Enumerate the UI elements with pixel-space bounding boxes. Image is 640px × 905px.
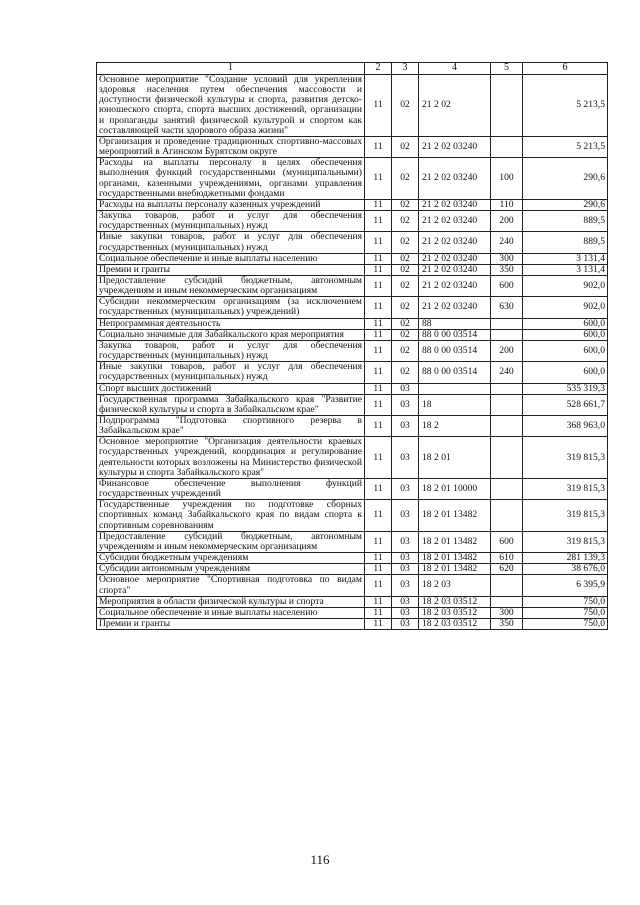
amount-cell: 889,5	[523, 232, 608, 253]
subsection-code-cell: 02	[392, 297, 419, 318]
expense-type-cell	[491, 136, 523, 157]
table-row	[97, 362, 608, 383]
section-code-cell: 11	[365, 75, 392, 137]
amount-cell: 281 139,3	[523, 553, 608, 564]
item-name-cell: Закупка товаров, работ и услуг для обеспечения государственных (муниципальных) нужд	[97, 211, 365, 232]
subsection-code-cell: 02	[392, 275, 419, 296]
section-code-cell: 11	[365, 199, 392, 210]
section-code-cell: 11	[365, 607, 392, 618]
target-article-cell: 18 2 03 03512	[419, 607, 491, 618]
target-article-cell: 18 2 03	[419, 575, 491, 596]
expense-type-cell: 200	[491, 211, 523, 232]
target-article-cell: 21 2 02 03240	[419, 297, 491, 318]
subsection-code-cell: 02	[392, 75, 419, 137]
expense-type-cell: 200	[491, 340, 523, 361]
item-name-cell: Расходы на выплаты персоналу казенных учреждений	[97, 199, 365, 210]
section-code-cell: 11	[365, 329, 392, 340]
expense-type-cell	[491, 75, 523, 137]
item-name-cell: Иные закупки товаров, работ и услуг для обеспечения государственных (муниципальных) нужд	[97, 232, 365, 253]
target-article-cell: 18 2 01 13482	[419, 553, 491, 564]
subsection-code-cell: 02	[392, 199, 419, 210]
item-name-cell: Иные закупки товаров, работ и услуг для обеспечения государственных (муниципальных) нужд	[97, 362, 365, 383]
expense-type-cell: 600	[491, 275, 523, 296]
section-code-cell: 11	[365, 362, 392, 383]
section-code-cell: 11	[365, 158, 392, 200]
target-article-cell: 21 2 02 03240	[419, 211, 491, 232]
subsection-code-cell: 03	[392, 553, 419, 564]
target-article-cell: 18 2	[419, 416, 491, 437]
subsection-code-cell: 03	[392, 564, 419, 575]
table-row	[97, 478, 608, 499]
section-code-cell: 11	[365, 596, 392, 607]
subsection-code-cell: 02	[392, 318, 419, 329]
section-code-cell: 11	[365, 575, 392, 596]
target-article-cell: 18	[419, 394, 491, 415]
table-row	[97, 297, 608, 318]
table-row	[97, 416, 608, 437]
amount-cell: 889,5	[523, 211, 608, 232]
target-article-cell: 21 2 02 03240	[419, 158, 491, 200]
item-name-cell: Основное мероприятие "Спортивная подготовка по видам спорта"	[97, 575, 365, 596]
table-row	[97, 199, 608, 210]
target-article-cell: 21 2 02 03240	[419, 264, 491, 275]
subsection-code-cell: 03	[392, 383, 419, 394]
expense-type-cell: 610	[491, 553, 523, 564]
amount-cell: 750,0	[523, 607, 608, 618]
table-row	[97, 136, 608, 157]
item-name-cell: Премии и гранты	[97, 264, 365, 275]
section-code-cell: 11	[365, 500, 392, 531]
header-cell: 5	[491, 63, 523, 75]
item-name-cell: Субсидии автономным учреждениям	[97, 564, 365, 575]
section-code-cell: 11	[365, 253, 392, 264]
table-row	[97, 531, 608, 552]
section-code-cell: 11	[365, 264, 392, 275]
amount-cell: 368 963,0	[523, 416, 608, 437]
expense-type-cell: 350	[491, 618, 523, 629]
target-article-cell: 18 2 03 03512	[419, 596, 491, 607]
expense-type-cell	[491, 500, 523, 531]
expense-type-cell	[491, 383, 523, 394]
expense-type-cell	[491, 596, 523, 607]
table-row	[97, 158, 608, 200]
expense-type-cell	[491, 575, 523, 596]
table-row	[97, 232, 608, 253]
item-name-cell: Основное мероприятие "Создание условий для укрепления здоровья населения путем обеспечения массовости и доступности физической культуры и спорта, развития детско-юношеского спорта, спорта высших достижений, организации и пропаганды занятий физической культурой и спортом как составляющей части здорового образа жизни"	[97, 75, 365, 137]
section-code-cell: 11	[365, 136, 392, 157]
target-article-cell: 18 2 01	[419, 437, 491, 479]
header-cell: 4	[419, 63, 491, 75]
target-article-cell: 88 0 00 03514	[419, 362, 491, 383]
item-name-cell: Социальное обеспечение и иные выплаты населению	[97, 607, 365, 618]
section-code-cell: 11	[365, 340, 392, 361]
subsection-code-cell: 03	[392, 607, 419, 618]
item-name-cell: Премии и гранты	[97, 618, 365, 629]
amount-cell: 38 676,0	[523, 564, 608, 575]
target-article-cell: 18 2 01 13482	[419, 564, 491, 575]
item-name-cell: Субсидии бюджетным учреждениям	[97, 553, 365, 564]
expense-type-cell	[491, 478, 523, 499]
subsection-code-cell: 03	[392, 394, 419, 415]
amount-cell: 750,0	[523, 618, 608, 629]
item-name-cell: Закупка товаров, работ и услуг для обеспечения государственных (муниципальных) нужд	[97, 340, 365, 361]
section-code-cell: 11	[365, 394, 392, 415]
item-name-cell: Непрограммная деятельность	[97, 318, 365, 329]
header-cell: 6	[523, 63, 608, 75]
amount-cell: 600,0	[523, 318, 608, 329]
table-row	[97, 618, 608, 629]
target-article-cell: 18 2 01 13482	[419, 500, 491, 531]
amount-cell: 319 815,3	[523, 500, 608, 531]
subsection-code-cell: 02	[392, 136, 419, 157]
subsection-code-cell: 02	[392, 253, 419, 264]
amount-cell: 319 815,3	[523, 437, 608, 479]
subsection-code-cell: 03	[392, 478, 419, 499]
item-name-cell: Финансовое обеспечение выполнения функций государственных учреждений	[97, 478, 365, 499]
amount-cell: 290,6	[523, 199, 608, 210]
table-row	[97, 575, 608, 596]
target-article-cell	[419, 383, 491, 394]
subsection-code-cell: 03	[392, 618, 419, 629]
item-name-cell: Субсидии некоммерческим организациям (за исключением государственных (муниципальных) учреждений)	[97, 297, 365, 318]
item-name-cell: Расходы на выплаты персоналу в целях обеспечения выполнения функций государственными (муниципальными) органами, казенными учреждениями, органами управления государственными внебюджетными фондами	[97, 158, 365, 200]
subsection-code-cell: 03	[392, 437, 419, 479]
subsection-code-cell: 02	[392, 211, 419, 232]
table-row	[97, 318, 608, 329]
target-article-cell: 21 2 02 03240	[419, 199, 491, 210]
expense-type-cell	[491, 318, 523, 329]
amount-cell: 3 131,4	[523, 264, 608, 275]
item-name-cell: Предоставление субсидий бюджетным, автономным учреждениям и иным некоммерческим организациям	[97, 275, 365, 296]
table-row	[97, 607, 608, 618]
table-row	[97, 383, 608, 394]
expense-type-cell: 100	[491, 158, 523, 200]
table-row	[97, 340, 608, 361]
amount-cell: 600,0	[523, 362, 608, 383]
section-code-cell: 11	[365, 275, 392, 296]
table-row	[97, 75, 608, 137]
table-row	[97, 394, 608, 415]
subsection-code-cell: 03	[392, 531, 419, 552]
target-article-cell: 18 2 03 03512	[419, 618, 491, 629]
header-cell: 2	[365, 63, 392, 75]
subsection-code-cell: 03	[392, 575, 419, 596]
section-code-cell: 11	[365, 478, 392, 499]
table-row	[97, 564, 608, 575]
amount-cell: 6 395,9	[523, 575, 608, 596]
item-name-cell: Государственные учреждения по подготовке сборных спортивных команд Забайкальского края по видам спорта к спортивным соревнованиям	[97, 500, 365, 531]
table-row	[97, 500, 608, 531]
item-name-cell: Основное мероприятие "Организация деятельности краевых государственных учреждений, координация и регулирование деятельности которых возложены на Министерство физической культуры и спорта Забайкальского края"	[97, 437, 365, 479]
item-name-cell: Спорт высших достижений	[97, 383, 365, 394]
expense-type-cell: 630	[491, 297, 523, 318]
section-code-cell: 11	[365, 564, 392, 575]
target-article-cell: 21 2 02 03240	[419, 232, 491, 253]
amount-cell: 319 815,3	[523, 531, 608, 552]
section-code-cell: 11	[365, 416, 392, 437]
item-name-cell: Подпрограмма "Подготовка спортивного резерва в Забайкальском крае"	[97, 416, 365, 437]
amount-cell: 290,6	[523, 158, 608, 200]
subsection-code-cell: 03	[392, 416, 419, 437]
section-code-cell: 11	[365, 318, 392, 329]
item-name-cell: Предоставление субсидий бюджетным, автономным учреждениям и иным некоммерческим организациям	[97, 531, 365, 552]
amount-cell: 902,0	[523, 275, 608, 296]
subsection-code-cell: 02	[392, 340, 419, 361]
section-code-cell: 11	[365, 383, 392, 394]
item-name-cell: Государственная программа Забайкальского края "Развитие физической культуры и спорта в Забайкальском крае"	[97, 394, 365, 415]
target-article-cell: 21 2 02 03240	[419, 136, 491, 157]
expense-type-cell: 300	[491, 253, 523, 264]
subsection-code-cell: 02	[392, 232, 419, 253]
expense-type-cell: 300	[491, 607, 523, 618]
subsection-code-cell: 02	[392, 158, 419, 200]
table-row	[97, 211, 608, 232]
budget-table	[96, 62, 608, 630]
target-article-cell: 21 2 02 03240	[419, 253, 491, 264]
section-code-cell: 11	[365, 531, 392, 552]
header-cell: 1	[97, 63, 365, 75]
amount-cell: 902,0	[523, 297, 608, 318]
amount-cell: 528 661,7	[523, 394, 608, 415]
subsection-code-cell: 02	[392, 264, 419, 275]
subsection-code-cell: 03	[392, 500, 419, 531]
amount-cell: 3 131,4	[523, 253, 608, 264]
item-name-cell: Мероприятия в области физической культуры и спорта	[97, 596, 365, 607]
expense-type-cell	[491, 394, 523, 415]
item-name-cell: Социально значимые для Забайкальского края мероприятия	[97, 329, 365, 340]
table-row	[97, 275, 608, 296]
expense-type-cell	[491, 329, 523, 340]
section-code-cell: 11	[365, 437, 392, 479]
table-row	[97, 596, 608, 607]
amount-cell: 750,0	[523, 596, 608, 607]
page-number: 116	[310, 852, 330, 867]
table-row	[97, 253, 608, 264]
section-code-cell: 11	[365, 297, 392, 318]
table-row	[97, 329, 608, 340]
amount-cell: 5 213,5	[523, 136, 608, 157]
item-name-cell: Организация и проведение традиционных спортивно-массовых мероприятий в Агинском Бурятском округе	[97, 136, 365, 157]
amount-cell: 600,0	[523, 329, 608, 340]
target-article-cell: 88 0 00 03514	[419, 340, 491, 361]
subsection-code-cell: 02	[392, 329, 419, 340]
item-name-cell: Социальное обеспечение и иные выплаты населению	[97, 253, 365, 264]
target-article-cell: 88	[419, 318, 491, 329]
subsection-code-cell: 03	[392, 596, 419, 607]
target-article-cell: 21 2 02 03240	[419, 275, 491, 296]
table-row	[97, 264, 608, 275]
amount-cell: 5 213,5	[523, 75, 608, 137]
expense-type-cell: 600	[491, 531, 523, 552]
subsection-code-cell: 02	[392, 362, 419, 383]
expense-type-cell: 620	[491, 564, 523, 575]
table-row	[97, 553, 608, 564]
header-cell: 3	[392, 63, 419, 75]
section-code-cell: 11	[365, 618, 392, 629]
expense-type-cell: 350	[491, 264, 523, 275]
expense-type-cell: 240	[491, 362, 523, 383]
section-code-cell: 11	[365, 211, 392, 232]
target-article-cell: 18 2 01 13482	[419, 531, 491, 552]
expense-type-cell: 240	[491, 232, 523, 253]
table-row	[97, 437, 608, 479]
section-code-cell: 11	[365, 553, 392, 564]
expense-type-cell: 110	[491, 199, 523, 210]
amount-cell: 600,0	[523, 340, 608, 361]
target-article-cell: 21 2 02	[419, 75, 491, 137]
amount-cell: 319 815,3	[523, 478, 608, 499]
amount-cell: 535 319,3	[523, 383, 608, 394]
header-row	[97, 63, 608, 75]
target-article-cell: 88 0 00 03514	[419, 329, 491, 340]
section-code-cell: 11	[365, 232, 392, 253]
expense-type-cell	[491, 437, 523, 479]
expense-type-cell	[491, 416, 523, 437]
target-article-cell: 18 2 01 10000	[419, 478, 491, 499]
